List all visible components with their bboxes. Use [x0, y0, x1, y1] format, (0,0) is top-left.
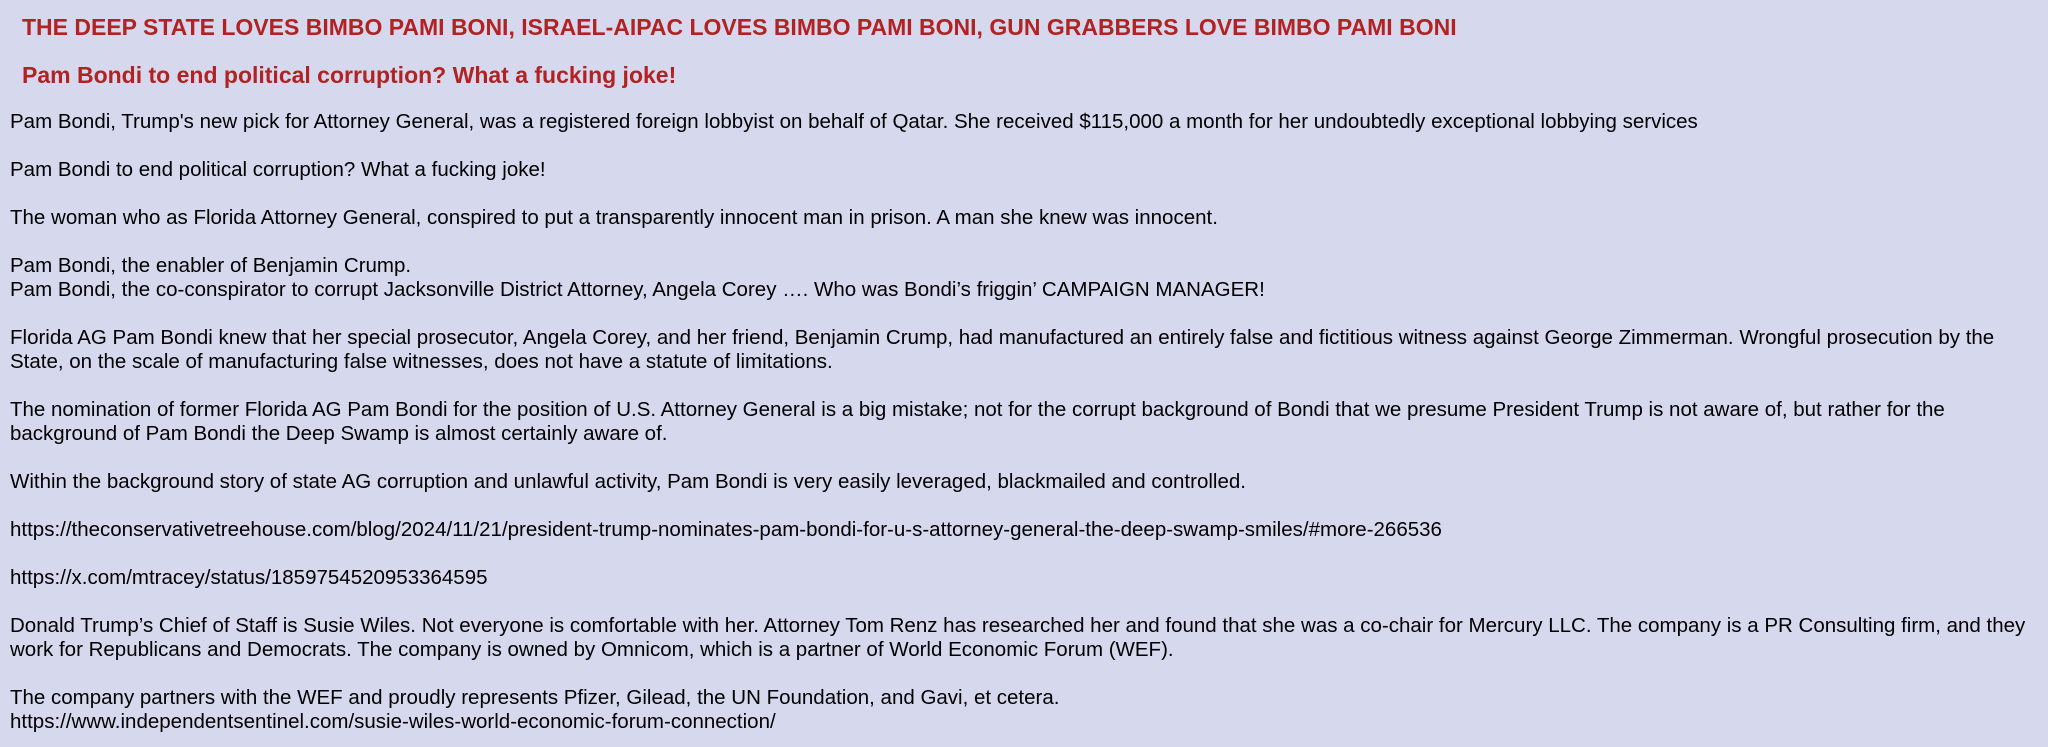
main-heading: THE DEEP STATE LOVES BIMBO PAMI BONI, ISRAEL-AIPAC LOVES BIMBO PAMI BONI, GUN GRABBERS LOVE BIMBO PAMI BONI	[22, 14, 1457, 40]
paragraph-false-witness: Florida AG Pam Bondi knew that her special prosecutor, Angela Corey, and her friend, Benjamin Crump, had manufactured an entirely false and fictitious witness against George Zimmerman. Wrongful prosecution by the State, on the scale of manufacturing false witnesses, does not have a statute of limitations.	[10, 326, 1995, 373]
paragraph-florida-ag: The woman who as Florida Attorney General, conspired to put a transparently innocent man in prison. A man she knew was innocent.	[10, 206, 1218, 229]
paragraph-qatar-lobbyist: Pam Bondi, Trump's new pick for Attorney General, was a registered foreign lobbyist on behalf of Qatar. She received $115,000 a month for her undoubtedly exceptional lobbying services	[10, 110, 1698, 133]
link-independent-sentinel[interactable]: https://www.independentsentinel.com/susie-wiles-world-economic-forum-connection/	[10, 710, 776, 733]
paragraph-nomination: The nomination of former Florida AG Pam Bondi for the position of U.S. Attorney General is a big mistake; not for the corrupt background of Bondi that we presume President Trump is not aware of, but rather for the background of Pam Bondi the Deep Swamp is almost certainly aware of.	[10, 398, 1945, 445]
line-enabler: Pam Bondi, the enabler of Benjamin Crump.	[10, 254, 412, 277]
paragraph-wef-partners	[10, 686, 2038, 734]
line-wef-partners: The company partners with the WEF and proudly represents Pfizer, Gilead, the UN Foundation, and Gavi, et cetera.	[10, 686, 1060, 709]
article-body	[10, 110, 2038, 734]
link-conservative-treehouse[interactable]: https://theconservativetreehouse.com/blog/2024/11/21/president-trump-nominates-pam-bondi-for-u-s-attorney-general-the-deep-swamp-smiles/#more-266536	[10, 518, 1442, 541]
paragraph-leveraged: Within the background story of state AG corruption and unlawful activity, Pam Bondi is very easily leveraged, blackmailed and controlled.	[10, 470, 1246, 493]
paragraph-enabler	[10, 254, 2038, 302]
sub-heading: Pam Bondi to end political corruption? What a fucking joke!	[22, 62, 677, 88]
paragraph-susie-wiles: Donald Trump’s Chief of Staff is Susie Wiles. Not everyone is comfortable with her. Attorney Tom Renz has researched her and found that she was a co-chair for Mercury LLC. The company is a PR Consulting firm, and they work for Republicans and Democrats. The company is owned by Omnicom, which is a partner of World Economic Forum (WEF).	[10, 614, 2026, 661]
paragraph-corruption-joke: Pam Bondi to end political corruption? What a fucking joke!	[10, 158, 546, 181]
line-co-conspirator: Pam Bondi, the co-conspirator to corrupt Jacksonville District Attorney, Angela Corey …. Who was Bondi’s friggin’ CAMPAIGN MANAGER!	[10, 278, 1265, 301]
link-x-status[interactable]: https://x.com/mtracey/status/1859754520953364595	[10, 566, 488, 589]
